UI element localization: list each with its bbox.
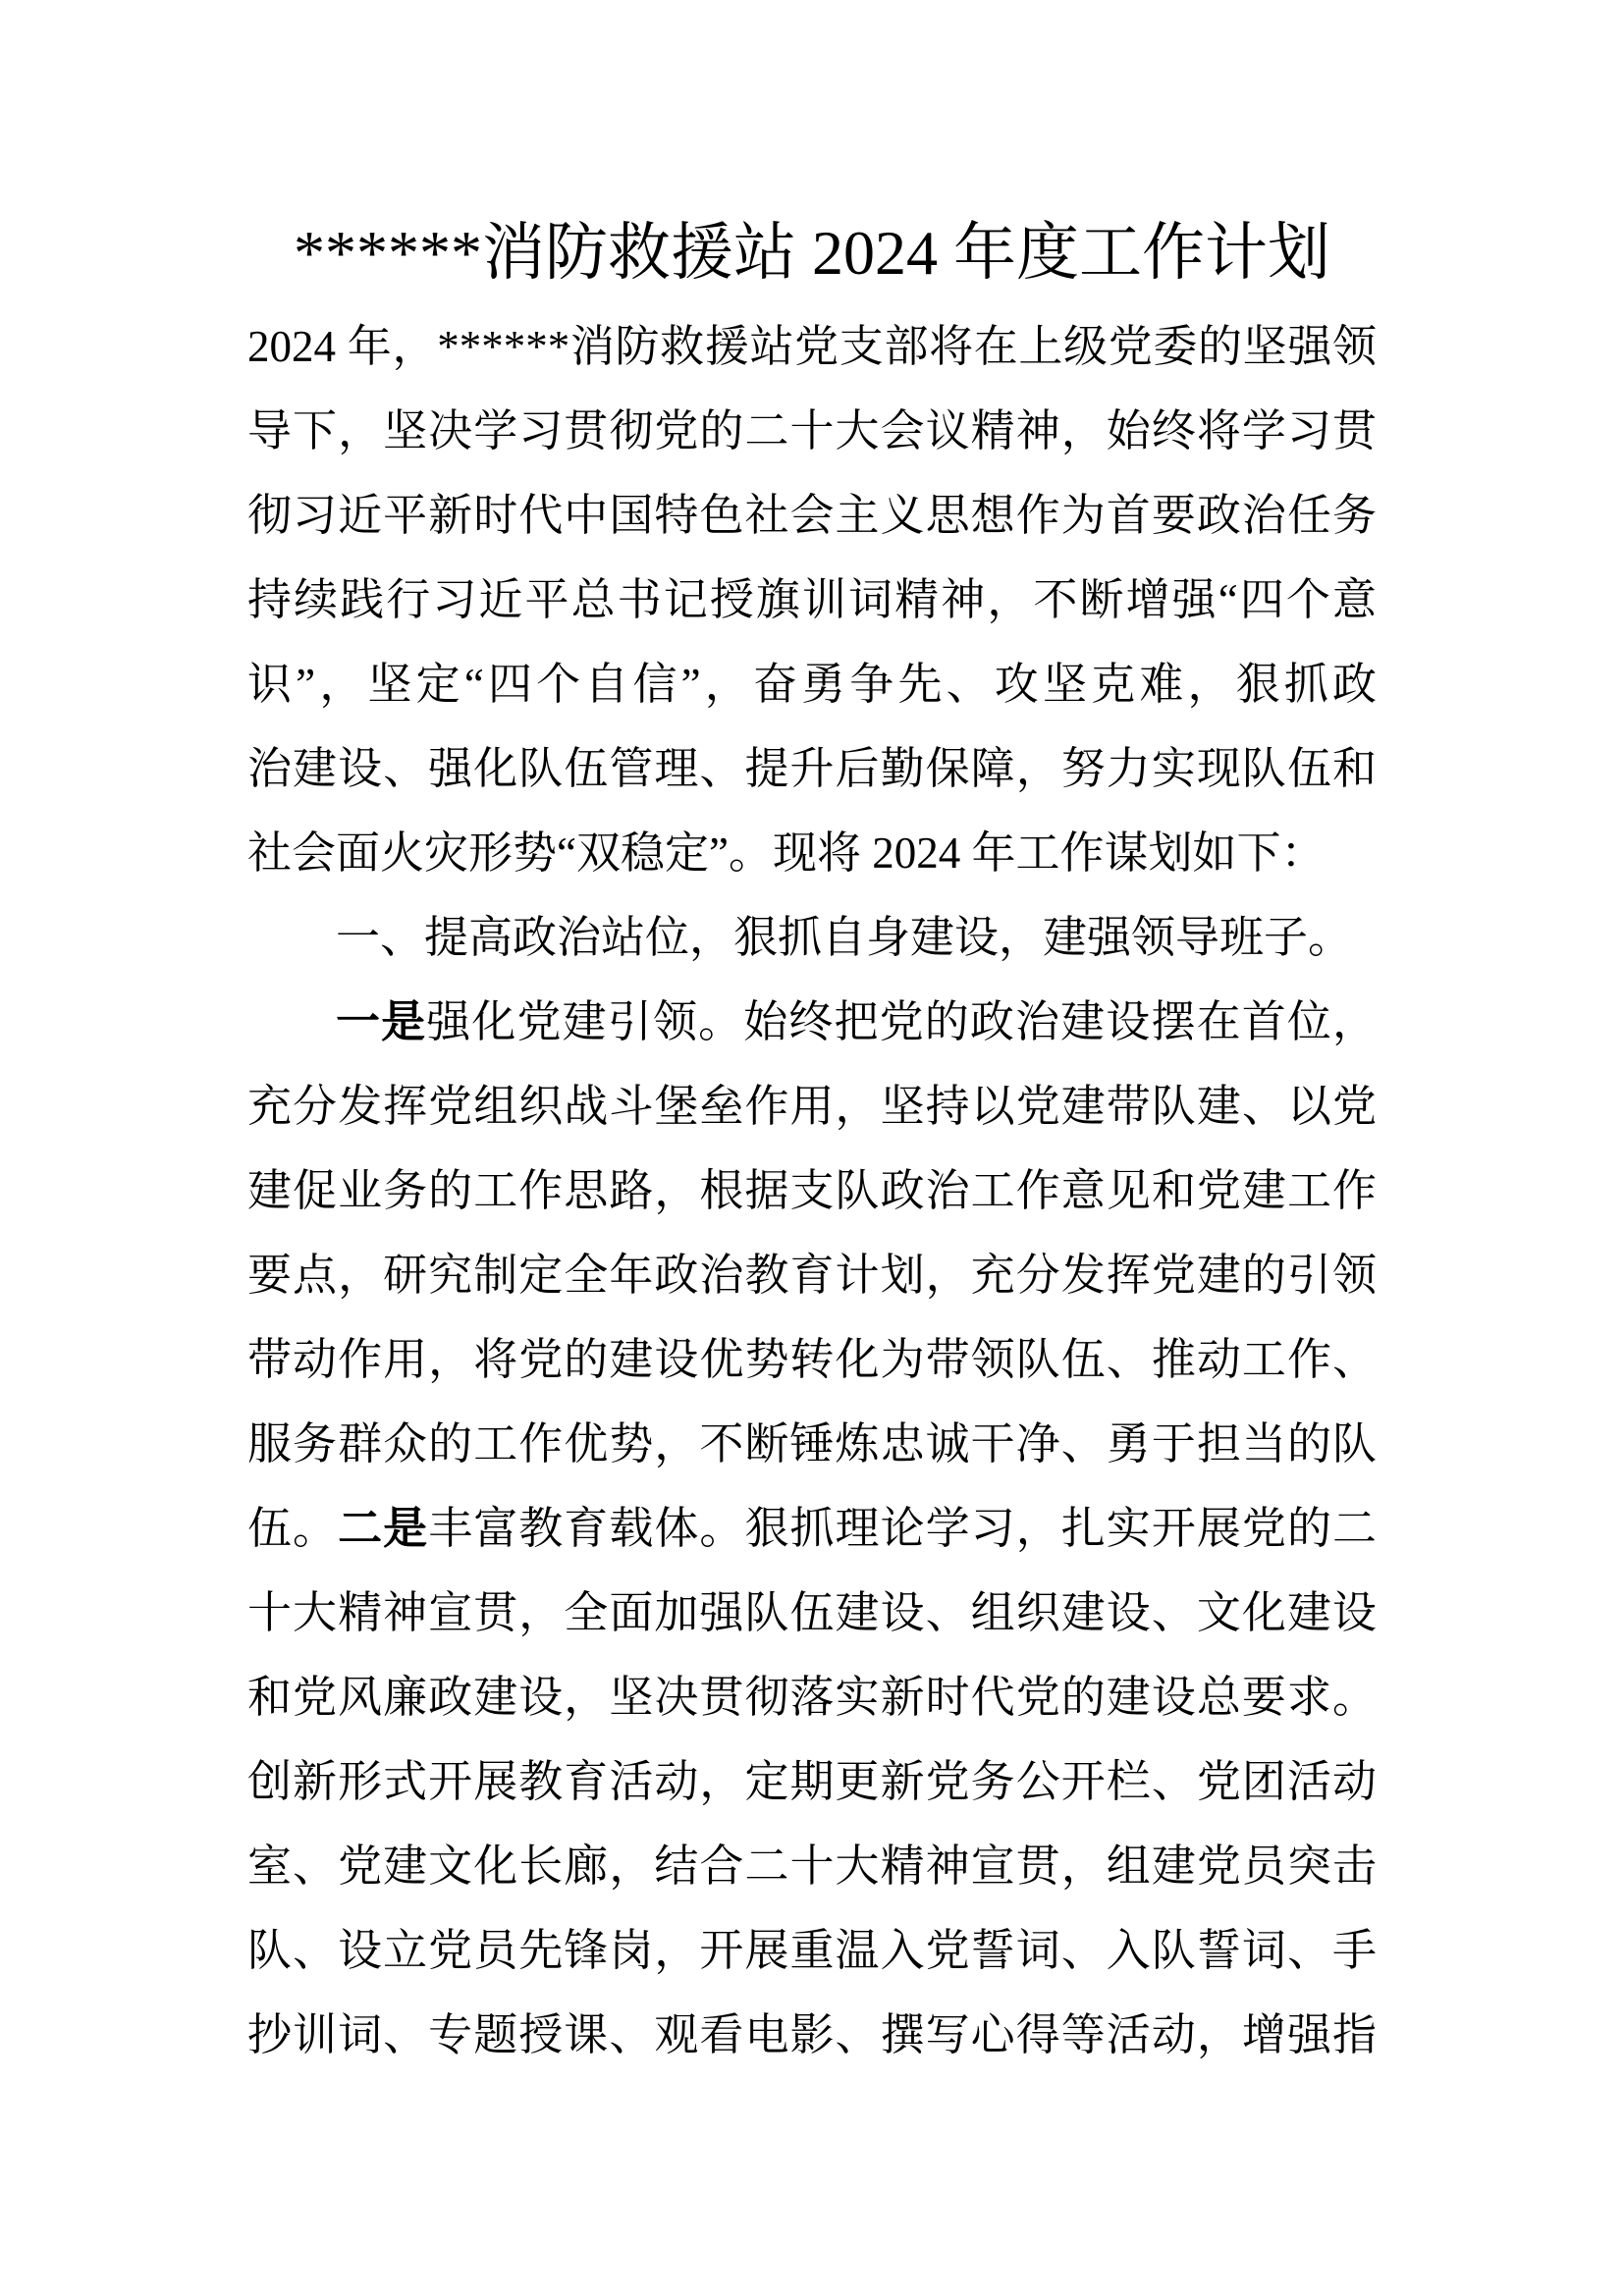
text-run: 创新形式开展教育活动，定期更新党务公开栏、党团活动 xyxy=(247,1757,1377,1806)
text-run: 彻习近平新时代中国特色社会主义思想作为首要政治任务 xyxy=(247,491,1377,540)
text-run: 充分发挥党组织战斗堡垒作用，坚持以党建带队建、以党 xyxy=(247,1082,1377,1131)
text-run: 带动作用，将党的建设优势转化为带领队伍、推动工作、 xyxy=(247,1335,1377,1384)
text-run: 2024 年，******消防救援站党支部将在上级党委的坚强领 xyxy=(247,322,1377,371)
text-run: 治建设、强化队伍管理、提升后勤保障，努力实现队伍和 xyxy=(247,744,1377,793)
text-line xyxy=(247,389,1377,473)
text-run: 导下，坚决学习贯彻党的二十大会议精神，始终将学习贯 xyxy=(247,406,1377,455)
text-line xyxy=(247,1148,1377,1233)
text-run: 伍。 xyxy=(247,1504,339,1553)
text-run: 建促业务的工作思路，根据支队政治工作意见和党建工作 xyxy=(247,1166,1377,1215)
text-line xyxy=(247,1064,1377,1148)
text-line xyxy=(247,1571,1377,1655)
text-line xyxy=(247,1824,1377,1908)
text-line xyxy=(247,726,1377,811)
document-page xyxy=(0,206,1624,2296)
text-run: 十大精神宣贯，全面加强队伍建设、组织建设、文化建设 xyxy=(247,1588,1377,1637)
text-line xyxy=(247,304,1377,389)
text-line xyxy=(247,1655,1377,1739)
text-line xyxy=(247,980,1377,1064)
text-line xyxy=(247,895,1377,980)
text-run: 持续践行习近平总书记授旗训词精神，不断增强“四个意 xyxy=(247,575,1377,624)
document-body xyxy=(247,304,1377,2077)
text-run: 一、提高政治站位，狠抓自身建设，建强领导班子。 xyxy=(336,913,1353,962)
text-line xyxy=(247,1993,1377,2077)
text-line xyxy=(247,1402,1377,1486)
text-run: 丰富教育载体。狠抓理论学习，扎实开展党的二 xyxy=(428,1504,1377,1553)
text-line xyxy=(247,811,1377,895)
text-run: 要点，研究制定全年政治教育计划，充分发挥党建的引领 xyxy=(247,1251,1377,1300)
text-line xyxy=(247,642,1377,726)
document-title: ******消防救援站 2024 年度工作计划 xyxy=(294,218,1330,288)
text-line xyxy=(247,1233,1377,1317)
text-line xyxy=(247,1908,1377,1993)
text-line xyxy=(247,473,1377,558)
text-run: 队、设立党员先锋岗，开展重温入党誓词、入队誓词、手 xyxy=(247,1926,1377,1975)
text-run: 社会面火灾形势“双稳定”。现将 2024 年工作谋划如下： xyxy=(247,828,1326,878)
text-run-bold: 一是 xyxy=(336,997,427,1046)
text-run: 和党风廉政建设，坚决贯彻落实新时代党的建设总要求。 xyxy=(247,1673,1377,1722)
text-run-bold: 二是 xyxy=(338,1504,429,1553)
text-run: 室、党建文化长廊，结合二十大精神宣贯，组建党员突击 xyxy=(247,1842,1377,1891)
text-line xyxy=(247,558,1377,642)
text-run: 识”，坚定“四个自信”，奋勇争先、攻坚克难，狠抓政 xyxy=(247,660,1377,709)
text-run: 服务群众的工作优势，不断锤炼忠诚干净、勇于担当的队 xyxy=(247,1419,1377,1468)
text-run: 抄训词、专题授课、观看电影、撰写心得等活动，增强指 xyxy=(247,2010,1377,2059)
text-run: 强化党建引领。始终把党的政治建设摆在首位， xyxy=(426,997,1377,1046)
text-line xyxy=(247,1486,1377,1571)
text-line xyxy=(247,1739,1377,1824)
text-line xyxy=(247,1317,1377,1402)
